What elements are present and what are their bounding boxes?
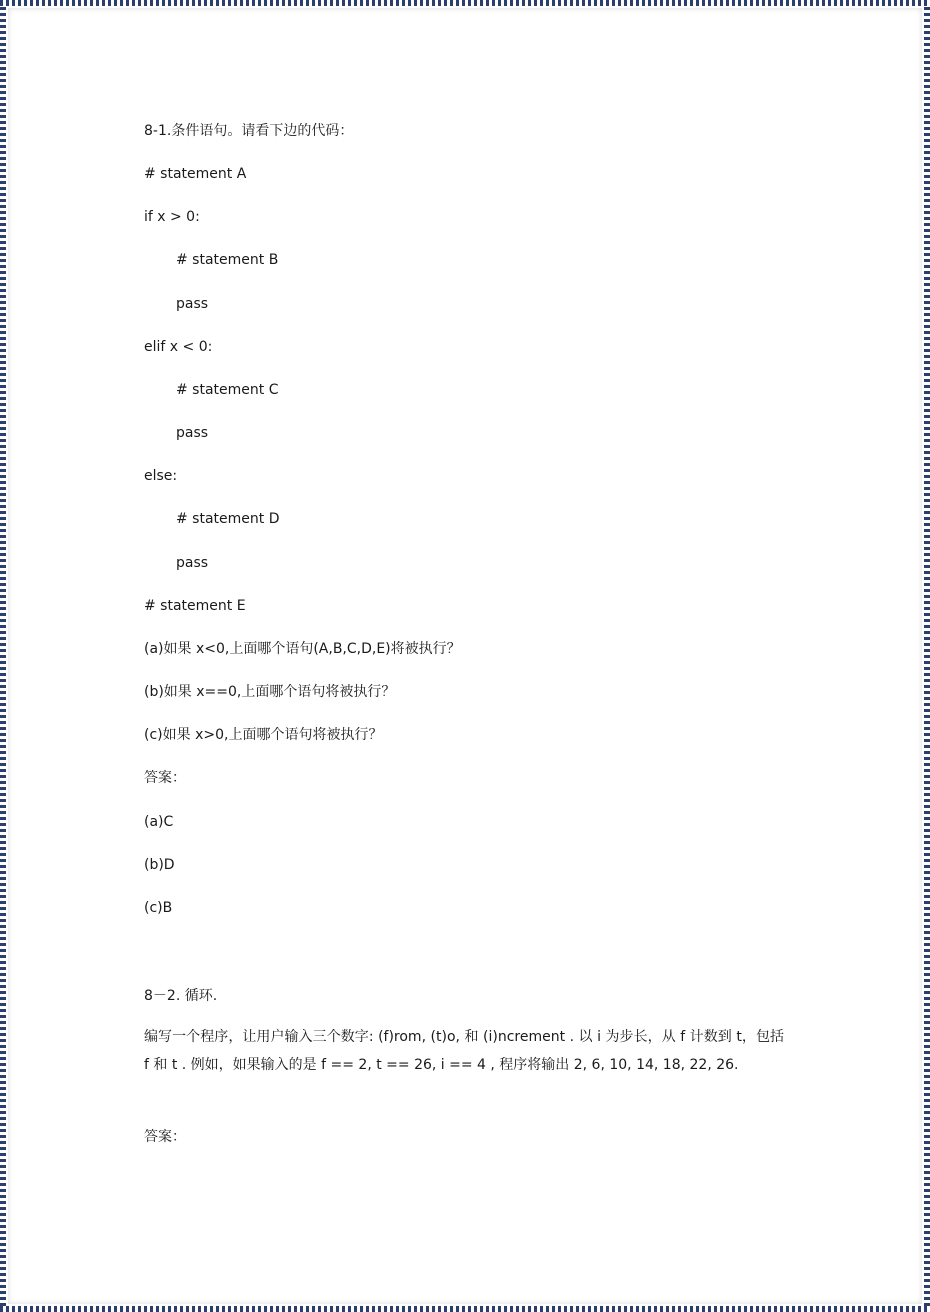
section2-body: 编写一个程序，让用户输入三个数字: (f)rom, (t)o, 和 (i)ncrement . 以 i 为步长，从 f 计数到 t，包括 f 和 t . 例如，如果输入的是 f == 2, t == 26, i == 4 , 程序将输出 2, 6, 10, 14, 18, 22, 26. bbox=[144, 1029, 784, 1073]
section1-title: 8-1.条件语句。请看下边的代码： bbox=[144, 123, 354, 139]
code-line-10: pass bbox=[176, 555, 209, 571]
answer-a: (a)C bbox=[144, 814, 174, 830]
code-line-2: if x > 0: bbox=[144, 209, 200, 225]
question-a: (a)如果 x<0,上面哪个语句(A,B,C,D,E)将被执行？ bbox=[144, 641, 461, 657]
answer-label-1: 答案： bbox=[144, 770, 186, 786]
code-line-4: pass bbox=[176, 296, 209, 312]
code-line-9: # statement D bbox=[176, 511, 280, 527]
code-line-6: # statement C bbox=[176, 382, 279, 398]
code-line-7: pass bbox=[176, 425, 209, 441]
code-line-3: # statement B bbox=[176, 252, 279, 268]
section2-title: 8－2. 循环. bbox=[144, 988, 218, 1004]
code-line-11: # statement E bbox=[144, 598, 246, 614]
answer-b: (b)D bbox=[144, 857, 175, 873]
question-b: (b)如果 x==0,上面哪个语句将被执行？ bbox=[144, 684, 396, 700]
code-line-1: # statement A bbox=[144, 166, 247, 182]
question-c: (c)如果 x>0,上面哪个语句将被执行？ bbox=[144, 727, 383, 743]
code-line-8: else: bbox=[144, 468, 178, 484]
answer-c: (c)B bbox=[144, 900, 173, 916]
answer-label-2: 答案： bbox=[144, 1129, 186, 1145]
code-line-5: elif x < 0: bbox=[144, 339, 213, 355]
